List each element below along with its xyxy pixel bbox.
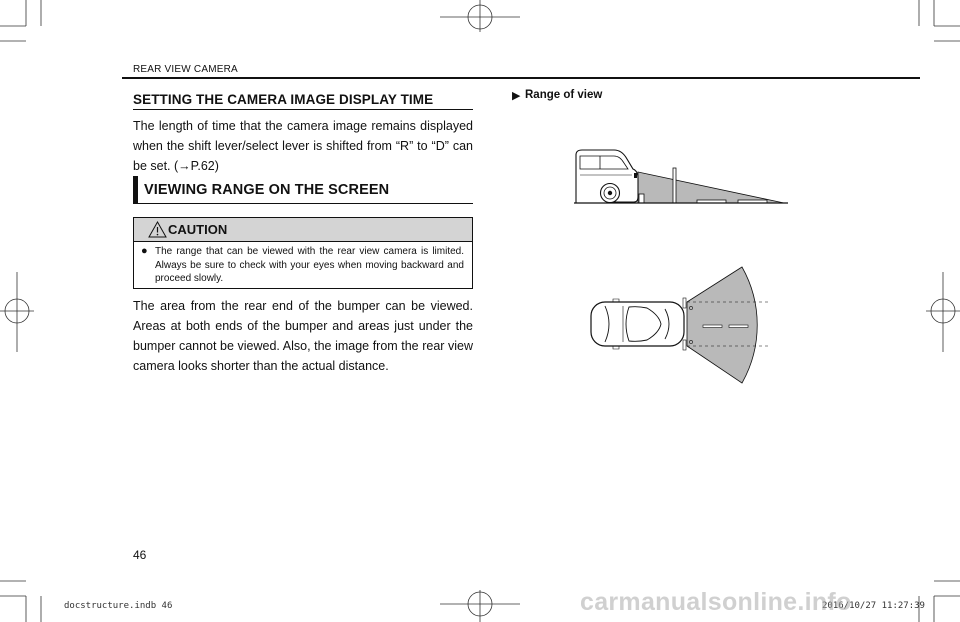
range-of-view-heading: Range of view xyxy=(525,89,603,101)
car-top-view-range-icon xyxy=(583,262,775,388)
section-rule xyxy=(133,203,473,204)
bullet-icon: ● xyxy=(141,245,148,257)
section-heading-viewing-range: VIEWING RANGE ON THE SCREEN xyxy=(144,182,390,198)
caution-box xyxy=(133,217,473,289)
caution-label: CAUTION xyxy=(168,222,228,237)
print-slug-file: docstructure.indb 46 xyxy=(64,601,173,611)
print-slug-timestamp: 2016/10/27 11:27:39 xyxy=(822,601,925,611)
page-number: 46 xyxy=(133,548,147,562)
running-header: REAR VIEW CAMERA xyxy=(133,64,238,75)
section-heading-display-time: SETTING THE CAMERA IMAGE DISPLAY TIME xyxy=(133,92,434,107)
display-time-paragraph: The length of time that the camera image remains displayed when the shift lever/select lever is shifted from “R” to “D” can be set. (→P.62) xyxy=(133,119,473,173)
caution-header xyxy=(134,218,472,242)
triangle-marker-icon: ▶ xyxy=(512,90,521,102)
car-side-view-range-icon xyxy=(570,145,792,207)
caution-text: The range that can be viewed with the rear view camera is limited. Always be sure to check with your eyes when moving backward and proceed slowly. xyxy=(155,246,464,284)
heading-bar xyxy=(133,176,138,204)
section-rule xyxy=(133,109,473,110)
viewing-range-paragraph: The area from the rear end of the bumper can be viewed. Areas at both ends of the bumper and areas just under the bumper cannot be viewed. Also, the image from the rear view camera looks shorter than the actual distance. xyxy=(133,299,473,373)
watermark: carmanualsonline.info xyxy=(580,588,852,616)
warning-triangle-icon xyxy=(148,221,167,238)
header-rule xyxy=(122,77,920,79)
